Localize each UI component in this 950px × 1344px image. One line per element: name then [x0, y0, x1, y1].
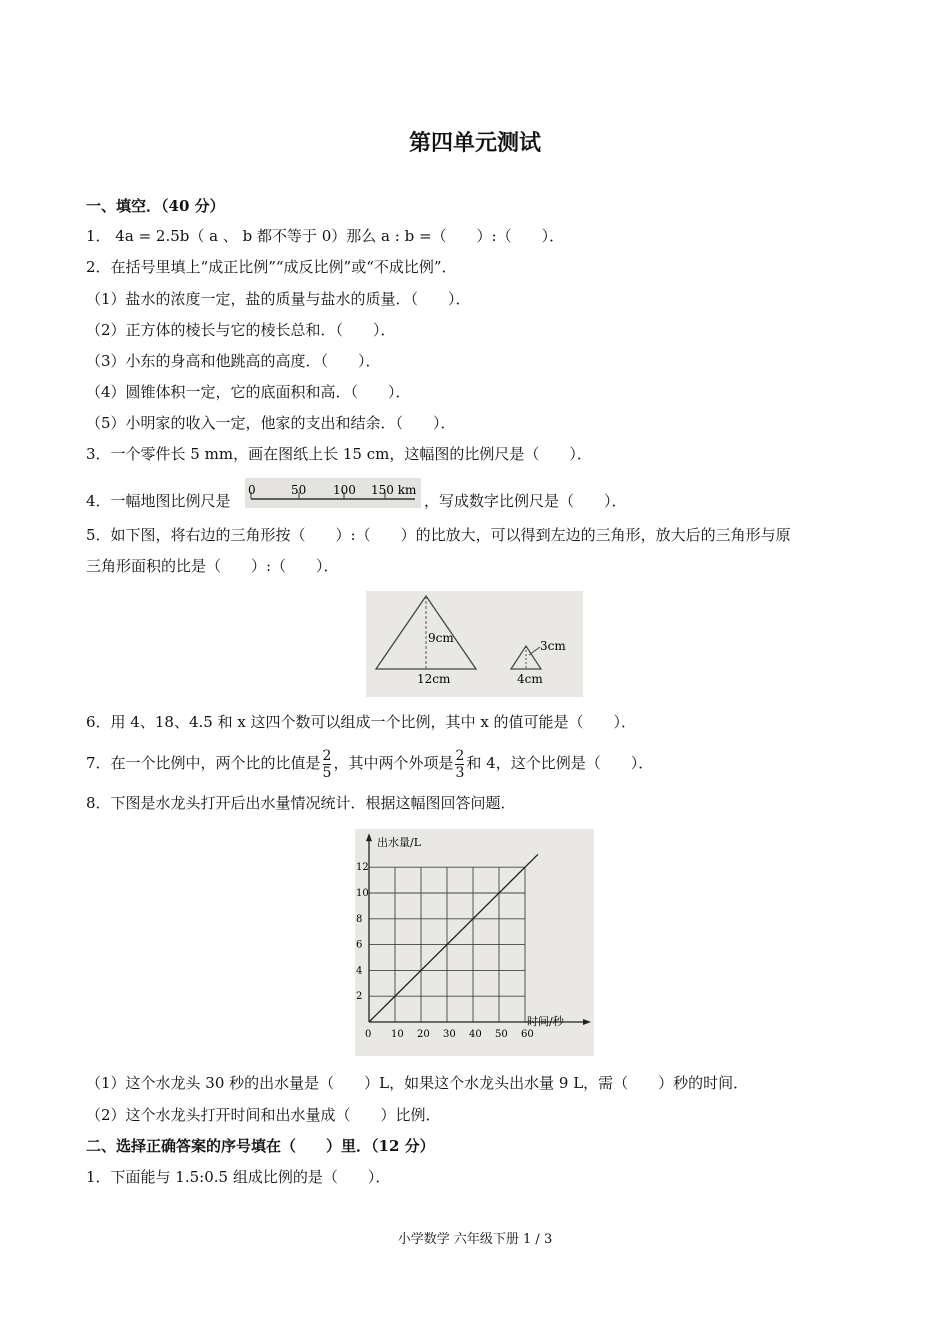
big-height-label: 9cm: [428, 631, 454, 645]
question-2-item: （5）小明家的收入一定，他家的支出和结余．（ ）．: [86, 414, 456, 432]
small-height-label: 3cm: [540, 639, 566, 653]
section-2-question-1: 1．下面能与 1.5:0.5 组成比例的是（ ）．: [86, 1168, 391, 1186]
question-2-item: （3）小东的身高和他跳高的高度．（ ）．: [86, 352, 381, 370]
section-2-heading: 二、选择正确答案的序号填在（ ）里．（12 分）: [86, 1137, 435, 1155]
fraction-denominator: 3: [455, 764, 465, 781]
chart-x-tick-label: 60: [521, 1029, 534, 1040]
page-title: 第四单元测试: [408, 130, 541, 156]
chart-x-axis-label: 时间/秒: [527, 1015, 564, 1028]
chart-y-axis-arrow: [366, 833, 372, 841]
small-base-label: 4cm: [517, 672, 543, 686]
scale-label: 150 km: [371, 483, 417, 497]
question-8-item: （2）这个水龙头打开时间和出水量成（ ）比例．: [86, 1106, 441, 1124]
fraction-denominator: 5: [322, 764, 332, 781]
question-2-item: （1）盐水的浓度一定，盐的质量与盐水的质量．（ ）．: [86, 290, 471, 308]
fraction-two-thirds: [455, 748, 464, 781]
chart-x-axis-arrow: [583, 1019, 591, 1025]
chart-y-tick-label: 12: [356, 862, 369, 874]
question-6: 6．用 4、18、4.5 和 x 这四个数可以组成一个比例，其中 x 的值可能是（ ）．: [86, 713, 637, 731]
question-7-part-b: ，其中两个外项是: [333, 754, 454, 772]
chart-y-tick-label: 8: [356, 913, 363, 925]
chart-y-tick-label: 6: [356, 939, 363, 951]
question-4-prefix: 4．一幅地图比例尺是: [86, 492, 231, 510]
question-5-line2: 三角形面积的比是（ ）:（ ）．: [86, 557, 339, 575]
fraction-two-fifths: [323, 748, 332, 781]
question-3: 3．一个零件长 5 mm，画在图纸上长 15 cm，这幅图的比例尺是（ ）．: [86, 445, 592, 463]
question-2-item: （2）正方体的棱长与它的棱长总和．（ ）．: [86, 321, 396, 339]
scale-label: 100: [333, 483, 356, 497]
section-1-heading: 一、填空．（40 分）: [86, 197, 225, 215]
question-2: 2．在括号里填上“成正比例”“成反比例”或“不成比例”．: [86, 258, 457, 276]
chart-y-axis-label: 出水量/L: [377, 836, 422, 849]
question-2-item: （4）圆锥体积一定，它的底面积和高．（ ）．: [86, 383, 411, 401]
chart-x-tick-label: 40: [469, 1029, 482, 1040]
chart-x-tick-label: 20: [417, 1029, 430, 1040]
fraction-numerator: 2: [322, 747, 332, 764]
chart-y-tick-label: 10: [356, 888, 369, 899]
question-1: 1． 4a = 2.5b（ a 、 b 都不等于 0）那么 a : b =（ ）:（ ）．: [86, 227, 565, 245]
question-7-part-c: 和 4，这个比例是（ ）．: [466, 754, 654, 772]
chart-y-tick-label: 2: [356, 991, 363, 1003]
question-5-line1: 5．如下图，将右边的三角形按（ ）:（ ）的比放大，可以得到左边的三角形，放大后的三角形与原: [86, 526, 791, 544]
fraction-numerator: 2: [455, 747, 465, 764]
triangles-figure: [366, 591, 583, 697]
chart-x-tick-label: 0: [365, 1029, 372, 1040]
question-8: 8．下图是水龙头打开后出水量情况统计．根据这幅图回答问题．: [86, 794, 516, 812]
question-4-suffix: ，写成数字比例尺是（ ）．: [424, 492, 627, 510]
question-8-item: （1）这个水龙头 30 秒的出水量是（ ）L，如果这个水龙头出水量 9 L，需（ ）秒的时间．: [86, 1074, 749, 1092]
page-footer: 小学数学 六年级下册 1 / 3: [397, 1232, 553, 1247]
scale-bar-figure: [245, 478, 421, 508]
chart-x-tick-label: 30: [443, 1029, 456, 1040]
question-7-part-a: 7．在一个比例中，两个比的比值是: [86, 754, 321, 772]
big-base-label: 12cm: [417, 672, 451, 686]
chart-x-tick-label: 50: [495, 1029, 508, 1040]
chart-series-line: [369, 854, 538, 1022]
scale-label: 50: [291, 483, 307, 497]
chart-x-tick-label: 10: [391, 1029, 404, 1040]
chart-y-tick-label: 4: [356, 965, 363, 977]
water-flow-chart: [355, 829, 594, 1056]
question-7: [86, 746, 653, 781]
scale-label: 0: [248, 483, 256, 497]
